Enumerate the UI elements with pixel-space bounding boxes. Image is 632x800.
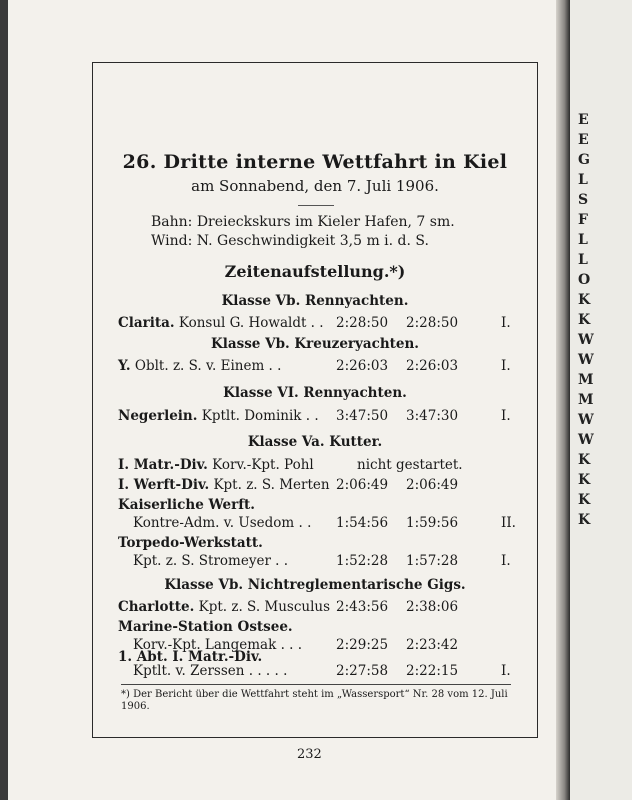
time-sailed: 2:27:58 [336,663,389,679]
owner: Kpt. z. S. Musculus [198,599,331,615]
time-corrected: 2:22:15 [406,663,459,679]
boat-name: Charlotte. [118,599,195,615]
right-page-letter: K [578,452,591,468]
book-spine [556,0,570,800]
boat-name: Negerlein. [118,408,198,424]
right-page-fragments [578,110,594,530]
class-heading: Klasse Vb. Kreuzeryachten. [211,336,419,352]
table-row [93,315,537,335]
place: I. [501,553,511,569]
owner: Oblt. z. S. v. Einem . . [134,358,282,374]
section-title: Zeitenaufstellung.*) [224,262,406,281]
time-sailed: 3:47:50 [336,408,389,424]
boat-name: Y. [118,358,131,374]
place: I. [501,315,511,331]
right-page-letter: M [578,392,594,408]
right-page-letter: W [578,332,594,348]
class-heading: Klasse Vb. Nichtreglementarische Gigs. [164,577,466,593]
boat-name: Marine-Station Ostsee. [118,619,293,635]
status: nicht gestartet. [357,457,463,473]
table-row [93,358,537,378]
table-row [93,477,537,497]
course-info [151,213,455,251]
table-row [93,408,537,428]
boat-name: 1. Abt. I. Matr.-Div. [118,649,263,665]
place: II. [501,515,516,531]
right-page-letter: M [578,372,594,388]
right-page-letter: E [578,112,589,128]
owner: Kptlt. Dominik . . [201,408,319,424]
table-row [93,553,537,573]
right-page-letter: F [578,212,588,228]
divider [298,205,334,206]
owner: Kpt. z. S. Merten [213,477,330,493]
boat-name: I. Matr.-Div. [118,457,208,473]
time-sailed: 2:43:56 [336,599,389,615]
book-page-left [8,0,564,800]
right-page-letter: G [578,152,590,168]
owner: Korv.-Kpt. Langemak . . . [133,637,303,653]
time-corrected: 2:06:49 [406,477,459,493]
time-corrected: 1:57:28 [406,553,459,569]
right-page-letter: K [578,472,591,488]
table-row [93,457,537,477]
boat-name: Clarita. [118,315,175,331]
time-corrected: 1:59:56 [406,515,459,531]
right-page-letter: L [578,232,588,248]
text-frame [92,62,538,738]
right-page-letter: K [578,312,591,328]
time-corrected: 2:23:42 [406,637,459,653]
place: I. [501,663,511,679]
time-sailed: 2:26:03 [336,358,389,374]
time-sailed: 2:28:50 [336,315,389,331]
class-heading: Klasse VI. Rennyachten. [223,385,407,401]
time-corrected: 2:28:50 [406,315,459,331]
class-heading: Klasse Vb. Rennyachten. [221,293,409,309]
time-sailed: 1:54:56 [336,515,389,531]
footnote: *) Der Bericht über die Wettfahrt steht im „Wassersport“ Nr. 28 vom 12. Juli 1906. [121,689,508,712]
table-row [93,515,537,535]
table-row [93,599,537,619]
owner: Kontre-Adm. v. Usedom . . [133,515,312,531]
place: I. [501,358,511,374]
place: I. [501,408,511,424]
owner: Korv.-Kpt. Pohl [212,457,314,473]
time-corrected: 3:47:30 [406,408,459,424]
time-corrected: 2:26:03 [406,358,459,374]
wind-line: Wind: N. Geschwindigkeit 3,5 m i. d. S. [151,233,429,249]
right-page-letter: S [578,192,589,208]
right-page-letter: K [578,512,591,528]
right-page-letter: L [578,172,588,188]
right-page-letter: K [578,292,591,308]
owner: Kpt. z. S. Stromeyer . . [133,553,289,569]
right-page-letter: K [578,492,591,508]
page-subtitle: am Sonnabend, den 7. Juli 1906. [191,177,439,195]
right-page-letter: W [578,352,594,368]
time-corrected: 2:38:06 [406,599,459,615]
boat-name: Kaiserliche Werft. [118,497,255,513]
boat-name: I. Werft-Div. [118,477,210,493]
owner: Konsul G. Howaldt . . [178,315,324,331]
owner: Kptlt. v. Zerssen . . . . . [133,663,288,679]
page-number: 232 [297,747,322,762]
right-page-letter: E [578,132,589,148]
right-page-letter: O [578,272,591,288]
right-page-letter: L [578,252,588,268]
class-heading: Klasse Va. Kutter. [247,434,383,450]
course-line: Bahn: Dreieckskurs im Kieler Hafen, 7 sm. [151,214,455,230]
boat-name: Torpedo-Werkstatt. [118,535,263,551]
time-sailed: 2:06:49 [336,477,389,493]
page-title: 26. Dritte interne Wettfahrt in Kiel [122,151,508,173]
table-row [93,663,537,683]
footnote-divider [121,684,511,685]
right-page-letter: W [578,432,594,448]
time-sailed: 1:52:28 [336,553,389,569]
time-sailed: 2:29:25 [336,637,389,653]
right-page-letter: W [578,412,594,428]
